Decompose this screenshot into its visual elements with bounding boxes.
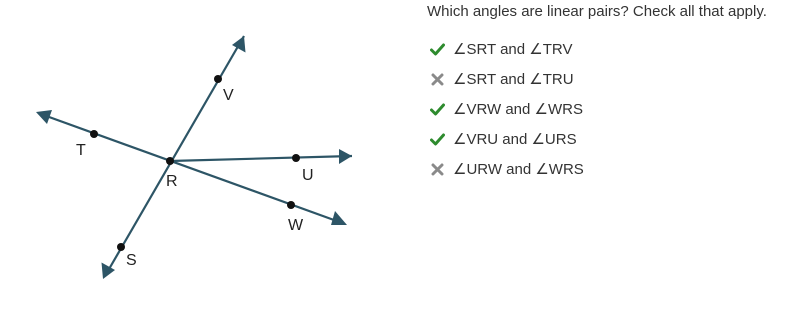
option-label: ∠VRU and ∠URS [453,131,577,148]
x-icon [429,71,445,87]
label-s: S [126,252,137,269]
point-u [292,154,300,162]
option-label: ∠VRW and ∠WRS [453,101,583,118]
option-label: ∠SRT and ∠TRU [453,71,574,88]
arrow-s [102,263,116,280]
answer-options [429,34,584,184]
point-v [214,75,222,83]
option-srt-trv[interactable] [429,34,584,64]
arrow-v [232,36,246,53]
label-w: W [288,217,304,234]
option-vrw-wrs[interactable] [429,94,584,124]
option-label: ∠URW and ∠WRS [453,161,584,178]
label-v: V [223,87,234,104]
option-label: ∠SRT and ∠TRV [453,41,573,58]
x-icon [429,161,445,177]
point-w [287,201,295,209]
arrow-w [331,211,347,225]
arrow-u [339,149,352,164]
ray-ru [170,156,352,161]
option-srt-tru[interactable] [429,64,584,94]
check-icon [429,101,445,117]
point-s [117,243,125,251]
label-r: R [166,173,178,190]
point-r [166,157,174,165]
check-icon [429,131,445,147]
option-urw-wrs[interactable] [429,154,584,184]
line-tw [38,113,345,224]
check-icon [429,41,445,57]
point-t [90,130,98,138]
label-t: T [76,142,86,159]
question-text: Which angles are linear pairs? Check all that apply. [427,3,767,20]
label-u: U [302,167,314,184]
line-sv [105,36,244,276]
option-vru-urs[interactable] [429,124,584,154]
